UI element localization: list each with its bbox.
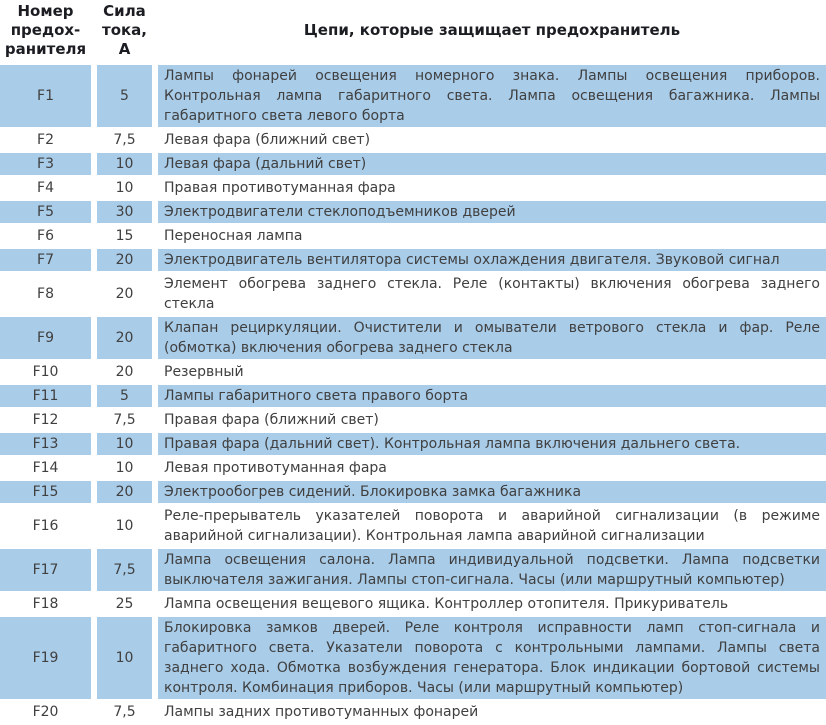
circuits-cell: Левая фара (ближний свет) [155, 128, 826, 152]
amperage-cell: 10 [94, 432, 155, 456]
fuse-number-cell: F9 [0, 316, 94, 360]
amperage-cell: 5 [94, 64, 155, 128]
col-header-fuse-number: Номер предох-ранителя [0, 0, 94, 64]
amperage-cell: 20 [94, 480, 155, 504]
table-row [0, 592, 826, 616]
table-row [0, 152, 826, 176]
amperage-cell: 10 [94, 152, 155, 176]
circuits-cell: Лампа освещения салона. Лампа индивидуальной подсветки. Лампа подсветки выключателя зажигания. Лампы стоп-сигнала. Часы (или маршрутный компьютер) [155, 548, 826, 592]
fuse-number-cell: F19 [0, 616, 94, 700]
table-row [0, 408, 826, 432]
col-header-amperage: Сила тока, А [94, 0, 155, 64]
amperage-cell: 10 [94, 176, 155, 200]
table-row [0, 548, 826, 592]
fuse-number-cell: F3 [0, 152, 94, 176]
fuse-number-cell: F15 [0, 480, 94, 504]
table-body [0, 64, 826, 724]
amperage-cell: 15 [94, 224, 155, 248]
circuits-cell: Лампа освещения вещевого ящика. Контроллер отопителя. Прикуриватель [155, 592, 826, 616]
fuse-number-cell: F1 [0, 64, 94, 128]
circuits-cell: Реле-прерыватель указателей поворота и аварийной сигнализации (в режиме аварийной сигнализации). Контрольная лампа аварийной сигнализации [155, 504, 826, 548]
amperage-cell: 30 [94, 200, 155, 224]
fuse-number-cell: F14 [0, 456, 94, 480]
circuits-cell: Электродвигатели стеклоподъемников дверей [155, 200, 826, 224]
header-row [0, 0, 826, 64]
table-row [0, 64, 826, 128]
fuse-number-cell: F5 [0, 200, 94, 224]
circuits-cell: Элемент обогрева заднего стекла. Реле (контакты) включения обогрева заднего стекла [155, 272, 826, 316]
fuse-number-cell: F11 [0, 384, 94, 408]
circuits-cell: Блокировка замков дверей. Реле контроля исправности ламп стоп-сигнала и габаритного света. Указатели поворота с контрольными лампами. Лампы света заднего хода. Обмотка возбуждения генератора. Блок индикации бортовой системы контроля. Комбинация приборов. Часы (или маршрутный компьютер) [155, 616, 826, 700]
table-row [0, 360, 826, 384]
fuse-number-cell: F8 [0, 272, 94, 316]
circuits-cell: Правая фара (дальний свет). Контрольная лампа включения дальнего света. [155, 432, 826, 456]
circuits-cell: Лампы задних противотуманных фонарей [155, 700, 826, 724]
table-row [0, 224, 826, 248]
circuits-cell: Лампы габаритного света правого борта [155, 384, 826, 408]
circuits-cell: Электродвигатель вентилятора системы охлаждения двигателя. Звуковой сигнал [155, 248, 826, 272]
table-row [0, 432, 826, 456]
circuits-cell: Резервный [155, 360, 826, 384]
circuits-cell: Правая фара (ближний свет) [155, 408, 826, 432]
amperage-cell: 20 [94, 316, 155, 360]
circuits-cell: Левая противотуманная фара [155, 456, 826, 480]
table-row [0, 128, 826, 152]
table-row [0, 200, 826, 224]
table-row [0, 384, 826, 408]
table-row [0, 248, 826, 272]
table-row [0, 616, 826, 700]
fuse-number-cell: F4 [0, 176, 94, 200]
table-row [0, 504, 826, 548]
fuse-number-cell: F20 [0, 700, 94, 724]
amperage-cell: 10 [94, 616, 155, 700]
table-row [0, 176, 826, 200]
circuits-cell: Переносная лампа [155, 224, 826, 248]
amperage-cell: 20 [94, 272, 155, 316]
fuse-number-cell: F10 [0, 360, 94, 384]
table-row [0, 456, 826, 480]
amperage-cell: 10 [94, 504, 155, 548]
fuse-number-cell: F6 [0, 224, 94, 248]
circuits-cell: Правая противотуманная фара [155, 176, 826, 200]
amperage-cell: 7,5 [94, 128, 155, 152]
circuits-cell: Электрообогрев сидений. Блокировка замка багажника [155, 480, 826, 504]
amperage-cell: 7,5 [94, 700, 155, 724]
circuits-cell: Клапан рециркуляции. Очистители и омыватели ветрового стекла и фар. Реле (обмотка) включения обогрева заднего стекла [155, 316, 826, 360]
amperage-cell: 20 [94, 248, 155, 272]
table-row [0, 480, 826, 504]
amperage-cell: 7,5 [94, 548, 155, 592]
fuse-number-cell: F17 [0, 548, 94, 592]
table-row [0, 316, 826, 360]
circuits-cell: Лампы фонарей освещения номерного знака. Лампы освещения приборов. Контрольная лампа габаритного света. Лампа освещения багажника. Лампы габаритного света левого борта [155, 64, 826, 128]
fuse-number-cell: F7 [0, 248, 94, 272]
circuits-cell: Левая фара (дальний свет) [155, 152, 826, 176]
table-row [0, 272, 826, 316]
fuse-number-cell: F12 [0, 408, 94, 432]
fuse-number-cell: F16 [0, 504, 94, 548]
table-row [0, 700, 826, 724]
amperage-cell: 20 [94, 360, 155, 384]
fuse-number-cell: F2 [0, 128, 94, 152]
amperage-cell: 10 [94, 456, 155, 480]
amperage-cell: 25 [94, 592, 155, 616]
fuse-number-cell: F18 [0, 592, 94, 616]
col-header-circuits: Цепи, которые защищает предохранитель [155, 0, 826, 64]
amperage-cell: 7,5 [94, 408, 155, 432]
amperage-cell: 5 [94, 384, 155, 408]
fuse-number-cell: F13 [0, 432, 94, 456]
